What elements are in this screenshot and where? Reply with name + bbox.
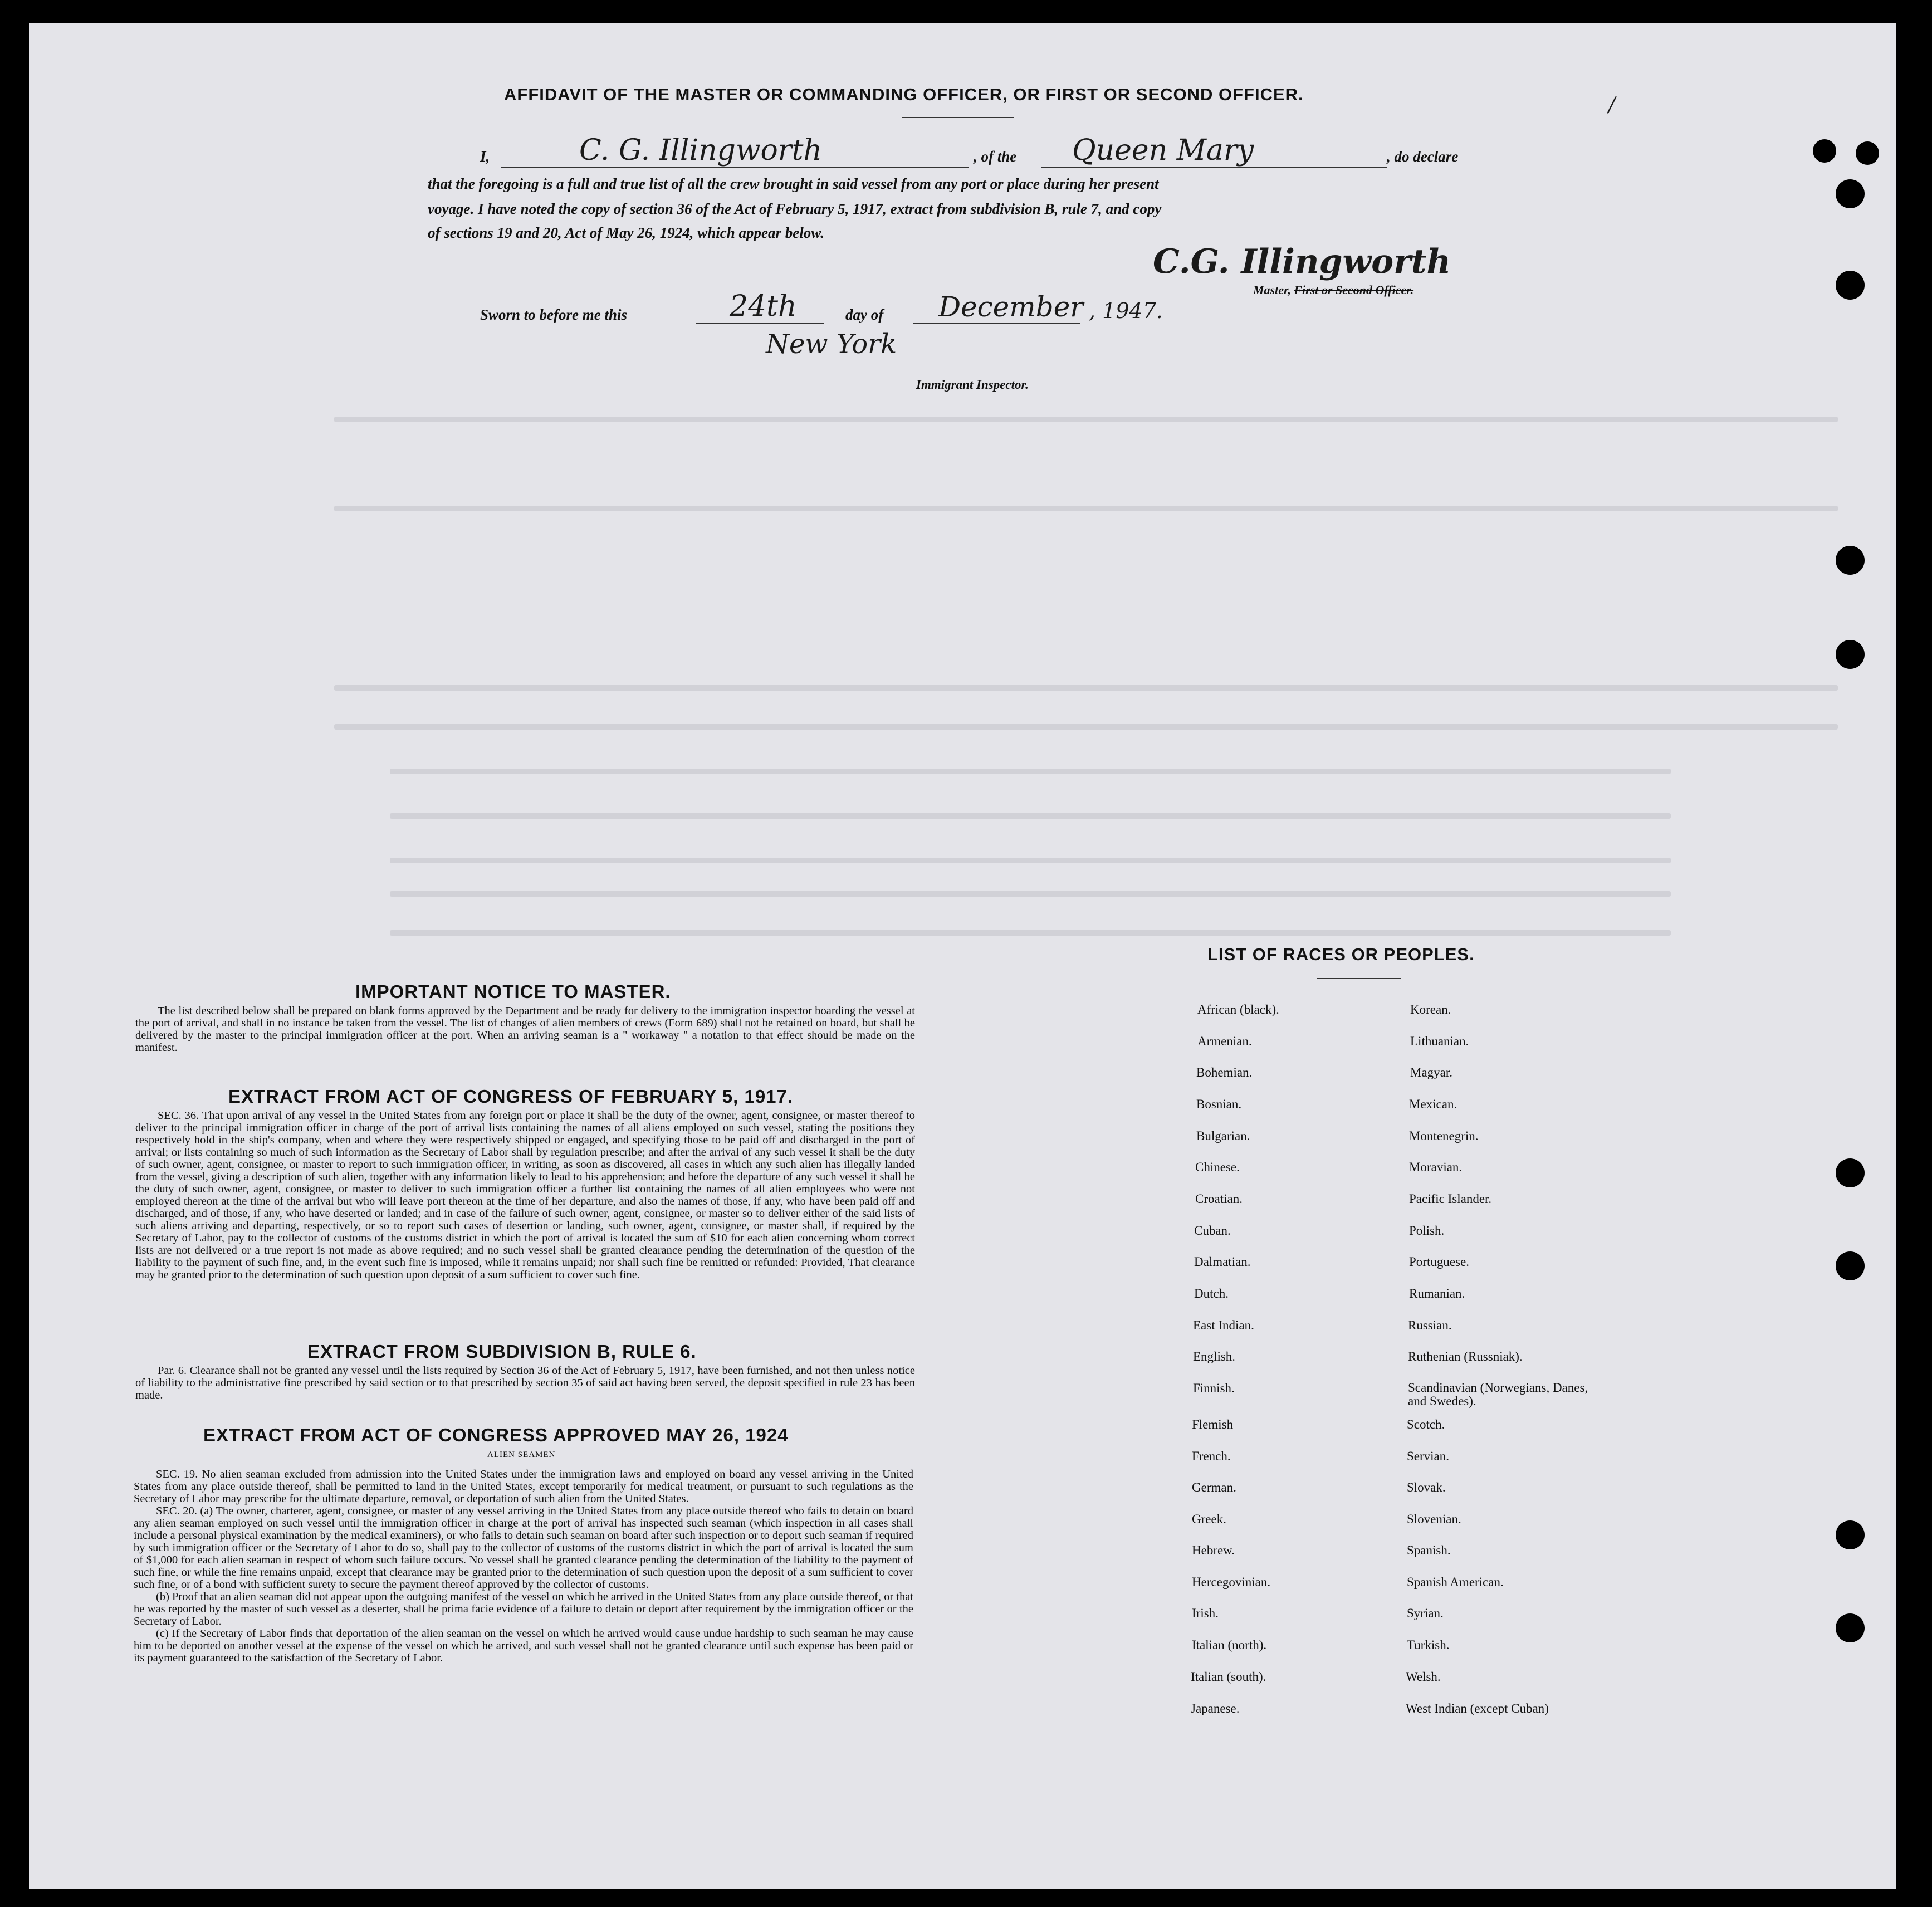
extract-rule6-body: Par. 6. Clearance shall not be granted any vessel until the lists required by Section 36 of the Act of February 5, 1917, have been furnished, and not then unless notice of liability to the administrative fine prescribed by said section or to that prescribed by section 35 of said act having been served, the deposit specified in rule 23 has been made. — [135, 1365, 915, 1401]
punch-hole — [1813, 139, 1836, 163]
race-item: Servian. — [1407, 1449, 1450, 1463]
race-item: Ruthenian (Russniak). — [1408, 1349, 1523, 1363]
i-label: I, — [480, 148, 490, 165]
affidavit-heading: AFFIDAVIT OF THE MASTER OR COMMANDING OFFICER, OR FIRST OR SECOND OFFICER. — [504, 85, 1304, 104]
sec-19-text: SEC. 19. No alien seaman excluded from admission into the United States under the immigration laws and employed on board any vessel arriving in the United States from any place outside thereof, shall be permitted to land in the United States, except temporarily for medical treatment, or pursuant to such regulations as the Secretary of Labor may prescribe for the ultimate departure, removal, or deportation of such alien from the United States. — [134, 1468, 913, 1505]
race-item: Magyar. — [1410, 1065, 1453, 1079]
race-item: Spanish. — [1407, 1543, 1451, 1557]
caption-master: Master, — [1253, 283, 1291, 297]
sworn-month: December — [938, 291, 1084, 323]
race-item: Korean. — [1410, 1003, 1451, 1016]
notice-title: IMPORTANT NOTICE TO MASTER. — [355, 981, 671, 1002]
punch-hole — [1836, 546, 1865, 575]
sworn-year: , 1947. — [1089, 299, 1163, 323]
punch-hole — [1836, 1613, 1865, 1642]
race-item: Bosnian. — [1196, 1097, 1242, 1111]
extract-1924-block — [134, 1468, 913, 1664]
race-item: Russian. — [1408, 1318, 1452, 1332]
race-item: Irish. — [1192, 1606, 1219, 1620]
race-item: Polish. — [1409, 1224, 1445, 1238]
sec-20c-text: (c) If the Secretary of Labor finds that deportation of the alien seaman on the vessel on which he arrived would cause undue hardship to such seaman he may cause him to be deported on another vessel at the expense of the vessel on which he arrived, and such vessel shall not be granted clearance until such expense has been paid or its payment guaranteed to the satisfaction of the Secretary of Labor. — [134, 1627, 913, 1664]
extract-1917-title: EXTRACT FROM ACT OF CONGRESS OF FEBRUARY 5, 1917. — [228, 1086, 794, 1107]
race-item: Italian (south). — [1191, 1670, 1266, 1684]
race-item: Mexican. — [1409, 1097, 1457, 1111]
race-item: Montenegrin. — [1409, 1129, 1479, 1143]
race-item: Slovenian. — [1407, 1512, 1461, 1526]
race-item: Scotch. — [1407, 1417, 1445, 1431]
race-item: Greek. — [1192, 1512, 1226, 1526]
of-the-label: , of the — [974, 148, 1017, 165]
extract-1924-title: EXTRACT FROM ACT OF CONGRESS APPROVED MAY 26, 1924 — [203, 1425, 789, 1445]
sec-20b-text: (b) Proof that an alien seaman did not appear upon the outgoing manifest of the vessel on which he arrived in the United States from any place outside thereof, or that he was reported by the master of such vessel as a deserter, shall be prima facie evidence of a failure to detain or deport after requirement by the immigration officer or the Secretary of Labor. — [134, 1591, 914, 1627]
master-signature: C.G. Illingworth — [1153, 242, 1451, 281]
notice-body-block — [135, 1005, 915, 1054]
race-item: East Indian. — [1193, 1318, 1254, 1332]
race-item: Cuban. — [1194, 1224, 1231, 1238]
races-title: LIST OF RACES OR PEOPLES. — [1207, 945, 1475, 964]
race-item: Slovak. — [1407, 1480, 1446, 1494]
race-item: Rumanian. — [1409, 1287, 1465, 1300]
extract-1917-body: SEC. 36. That upon arrival of any vessel in the United States from any foreign port or place it shall be the duty of the owner, agent, consignee, or master thereof to deliver to the principal immigration officer in charge of the port of arrival lists containing the names of all aliens employed on such vessel, stating the positions they respectively hold in the ship's company, when and where they were respectively shipped or engaged, and specifying those to be paid off and discharged in the port of arrival; or lists containing so much of such information as the Secretary of Labor shall by regulation prescribe; and after the arrival of any such vessel it shall be the duty of such owner, agent, consignee, or master to report to such immigration officer, in writing, as soon as discovered, all cases in which any such alien has illegally landed from the vessel, giving a description of such alien, together with any information likely to lead to his apprehension; and before the departure of any such vessel it shall be the duty of such owner, agent, consignee, or master to deliver to such immigration officer a further list containing the names of all alien employees who were not employed thereon at the time of the arrival but who will leave port thereon at the time of her departure, and also the names of those, if any, who have been paid off and discharged, and of those, if any, who have deserted or landed; and in case of the failure of such owner, agent, consignee, or master so to deliver either of the said lists of such aliens arriving and departing, respectively, or so to report such cases of desertion or landing, such owner, agent, consignee, or master shall, if required by the Secretary of Labor, pay to the collector of customs of the customs district in which the port of arrival is located the sum of $10 for each alien concerning whom correct lists are not delivered or a true report is not made as above required; and no such vessel shall be granted clearance pending the determination of the question of the liability to the payment of such fine, and, in the event such fine is imposed, while it remains unpaid; nor shall such fine be remitted or refunded: Provided, That clearance may be granted prior to the determination of such question upon deposit of a sum sufficient to cover such fine. — [135, 1109, 915, 1281]
races-underline — [1317, 978, 1401, 979]
sworn-day: 24th — [730, 290, 797, 323]
race-item: Italian (north). — [1192, 1638, 1267, 1652]
notice-body: The list described below shall be prepared on blank forms approved by the Department and be ready for delivery to the immigration inspector boarding the vessel at the port of arrival, and shall in no instance be taken from the vessel. The list of changes of alien members of crews (Form 689) shall not be retained on board, but shall be delivered by the master to the principal immigration officer at the port. When an arriving seaman is a " workaway " a notation to that effect should be made on the manifest. — [135, 1005, 915, 1054]
race-item: Turkish. — [1407, 1638, 1450, 1652]
race-item: Dutch. — [1194, 1287, 1229, 1300]
caption-struck: First or Second Officer. — [1294, 283, 1414, 297]
extract-rule6-block — [135, 1365, 915, 1401]
punch-hole — [1836, 1520, 1865, 1549]
signature-caption — [1253, 283, 1413, 297]
statement-line-3: of sections 19 and 20, Act of May 26, 1924, which appear below. — [428, 224, 824, 241]
race-item: Bulgarian. — [1196, 1129, 1250, 1143]
race-item: English. — [1193, 1349, 1236, 1363]
month-line — [913, 323, 1080, 324]
vessel-name: Queen Mary — [1072, 134, 1254, 167]
race-item: African (black). — [1197, 1003, 1279, 1016]
extract-rule6-title: EXTRACT FROM SUBDIVISION B, RULE 6. — [307, 1341, 697, 1362]
race-item: Japanese. — [1191, 1701, 1240, 1715]
race-item: Croatian. — [1195, 1192, 1243, 1206]
extract-1924-subtitle: ALIEN SEAMEN — [487, 1450, 556, 1459]
statement-line-1: that the foregoing is a full and true list of all the crew brought in said vessel from any port or place during her present — [428, 175, 1159, 192]
name-line — [501, 167, 969, 168]
race-item: Welsh. — [1406, 1670, 1441, 1684]
punch-hole — [1836, 1251, 1865, 1280]
race-item: Dalmatian. — [1194, 1255, 1251, 1269]
day-line — [696, 323, 824, 324]
inspector-caption: Immigrant Inspector. — [916, 378, 1029, 392]
race-item: Spanish American. — [1407, 1575, 1504, 1589]
vessel-line — [1041, 167, 1387, 168]
race-item: Moravian. — [1409, 1160, 1463, 1174]
sec-20a-text: SEC. 20. (a) The owner, charterer, agent, consignee, or master of any vessel arriving in the United States from any place outside thereof who fails to detain on board any alien seaman employed on such vessel until the immigration officer in charge at the port of arrival has inspected such seaman (which inspection in all cases shall include a personal physical examination by the medical examiners), or who fails to detain such seaman on board after such inspection or to deport such seaman if required by such immigration officer or the Secretary of Labor to do so, shall pay to the collector of customs of the customs district in which the port of arrival is located the sum of $1,000 for each alien seaman in respect of whom such failure occurs. No vessel shall be granted clearance pending the determination of the liability to the payment of such fine, or while the fine remains unpaid, except that clearance may be granted prior to the determination of such question upon the deposit of a sum sufficient to cover such fine, or of a bond with sufficient surety to secure the payment thereof approved by the collector of customs. — [134, 1505, 913, 1591]
race-item: Chinese. — [1195, 1160, 1240, 1174]
race-item: French. — [1192, 1449, 1231, 1463]
punch-hole — [1836, 271, 1865, 300]
sworn-place: New York — [766, 329, 897, 360]
extract-1917-block — [135, 1109, 915, 1281]
race-item: Bohemian. — [1196, 1065, 1253, 1079]
punch-hole — [1856, 141, 1879, 165]
race-item: German. — [1192, 1480, 1236, 1494]
race-item: West Indian (except Cuban) — [1406, 1701, 1549, 1715]
race-item: Scandinavian (Norwegians, Danes, and Swedes). — [1408, 1381, 1588, 1408]
master-name: C. G. Illingworth — [579, 134, 823, 167]
do-declare-label: , do declare — [1387, 148, 1459, 165]
heading-underline — [902, 117, 1014, 118]
punch-hole — [1836, 640, 1865, 669]
punch-hole — [1836, 179, 1865, 208]
statement-line-2: voyage. I have noted the copy of section 36 of the Act of February 5, 1917, extract from subdivision B, rule 7, and copy — [428, 201, 1162, 217]
race-item: Portuguese. — [1409, 1255, 1469, 1269]
race-item: Lithuanian. — [1410, 1034, 1469, 1048]
race-item: Finnish. — [1193, 1381, 1235, 1395]
day-of-label: day of — [845, 306, 884, 323]
sworn-label: Sworn to before me this — [480, 306, 628, 323]
punch-hole — [1836, 1158, 1865, 1187]
race-item: Armenian. — [1197, 1034, 1252, 1048]
corner-mark: / — [1608, 94, 1616, 116]
race-item: Hebrew. — [1192, 1543, 1235, 1557]
race-item: Pacific Islander. — [1409, 1192, 1492, 1206]
race-item: Flemish — [1192, 1417, 1234, 1431]
race-item: Hercegovinian. — [1192, 1575, 1271, 1589]
race-item: Syrian. — [1407, 1606, 1444, 1620]
